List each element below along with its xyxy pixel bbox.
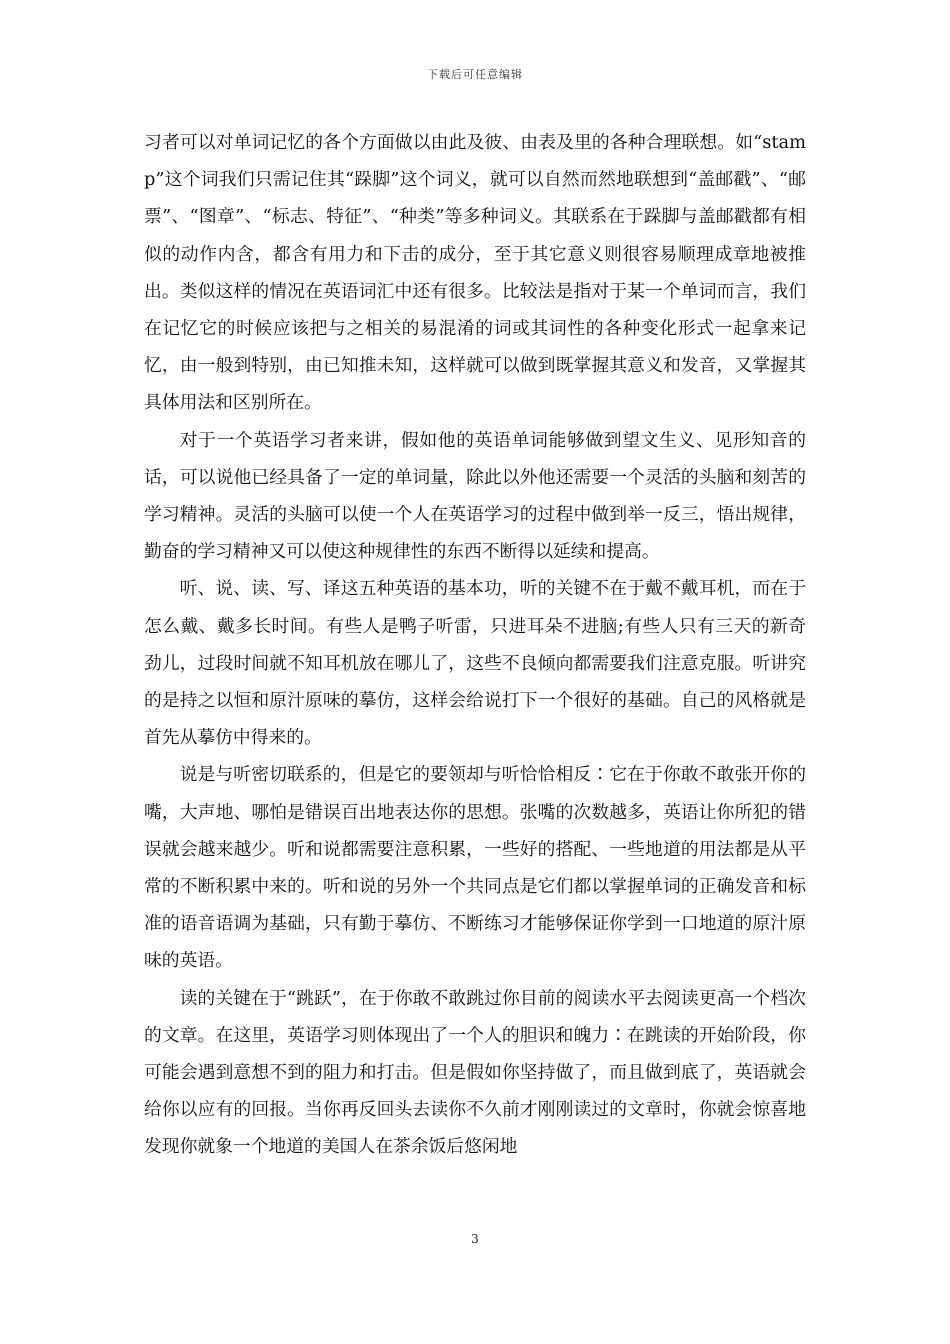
paragraph-3: 听、说、读、写、译这五种英语的基本功，听的关键不在于戴不戴耳机，而在于怎么戴、戴多长时间。有些人是鸭子听雷，只进耳朵不进脑;有些人只有三天的新奇劲儿，过段时间就不知耳机放在哪儿了，这些不良倾向都需要我们注意克服。听讲究的是持之以恒和原汁原味的摹仿，这样会给说打下一个很好的基础。自己的风格就是首先从摹仿中得来的。 bbox=[144, 578, 806, 749]
paragraph-4: 说是与听密切联系的，但是它的要领却与听恰恰相反∶它在于你敢不敢张开你的嘴，大声地、哪怕是错误百出地表达你的思想。张嘴的次数越多，英语让你所犯的错误就会越来越少。听和说都需要注意积累，一些好的搭配、一些地道的用法都是从平常的不断积累中来的。听和说的另外一个共同点是它们都以掌握单词的正确发音和标准的语音语调为基础，只有勤于摹仿、不断练习才能够保证你学到一口地道的原汁原味的英语。 bbox=[144, 764, 806, 972]
paragraph-1: 习者可以对单词记忆的各个方面做以由此及彼、由表及里的各种合理联想。如“stamp”这个词我们只需记住其“跺脚”这个词义，就可以自然而然地联想到“盖邮戳”、“邮票”、“图章”、“标志、特征”、“种类”等多种词义。其联系在于跺脚与盖邮戳都有相似的动作内含，都含有用力和下击的成分，至于其它意义则很容易顺理成章地被推出。类似这样的情况在英语词汇中还有很多。比较法是指对于某一个单词而言，我们在记忆它的时候应该把与之相关的易混淆的词或其词性的各种变化形式一起拿来记忆，由一般到特别，由已知推未知，这样就可以做到既掌握其意义和发音，又掌握其具体用法和区别所在。 bbox=[144, 132, 806, 414]
paragraph-2: 对于一个英语学习者来讲，假如他的英语单词能够做到望文生义、见形知音的话，可以说他已经具备了一定的单词量，除此以外他还需要一个灵活的头脑和刻苦的学习精神。灵活的头脑可以使一个人在英语学习的过程中做到举一反三，悟出规律，勤奋的学习精神又可以使这种规律性的东西不断得以延续和提高。 bbox=[144, 429, 806, 563]
paragraph-5: 读的关键在于“跳跃”，在于你敢不敢跳过你目前的阅读水平去阅读更高一个档次的文章。在这里，英语学习则体现出了一个人的胆识和魄力∶在跳读的开始阶段，你可能会遇到意想不到的阻力和打击。但是假如你坚持做了，而且做到底了，英语就会给你以应有的回报。当你再反回头去读你不久前才刚刚读过的文章时，你就会惊喜地发现你就象一个地道的美国人在茶余饭后悠闲地 bbox=[144, 987, 806, 1158]
page-number: 3 bbox=[471, 1232, 479, 1246]
page-header: 下载后可任意编辑 bbox=[427, 68, 523, 81]
document-body bbox=[144, 124, 806, 1166]
